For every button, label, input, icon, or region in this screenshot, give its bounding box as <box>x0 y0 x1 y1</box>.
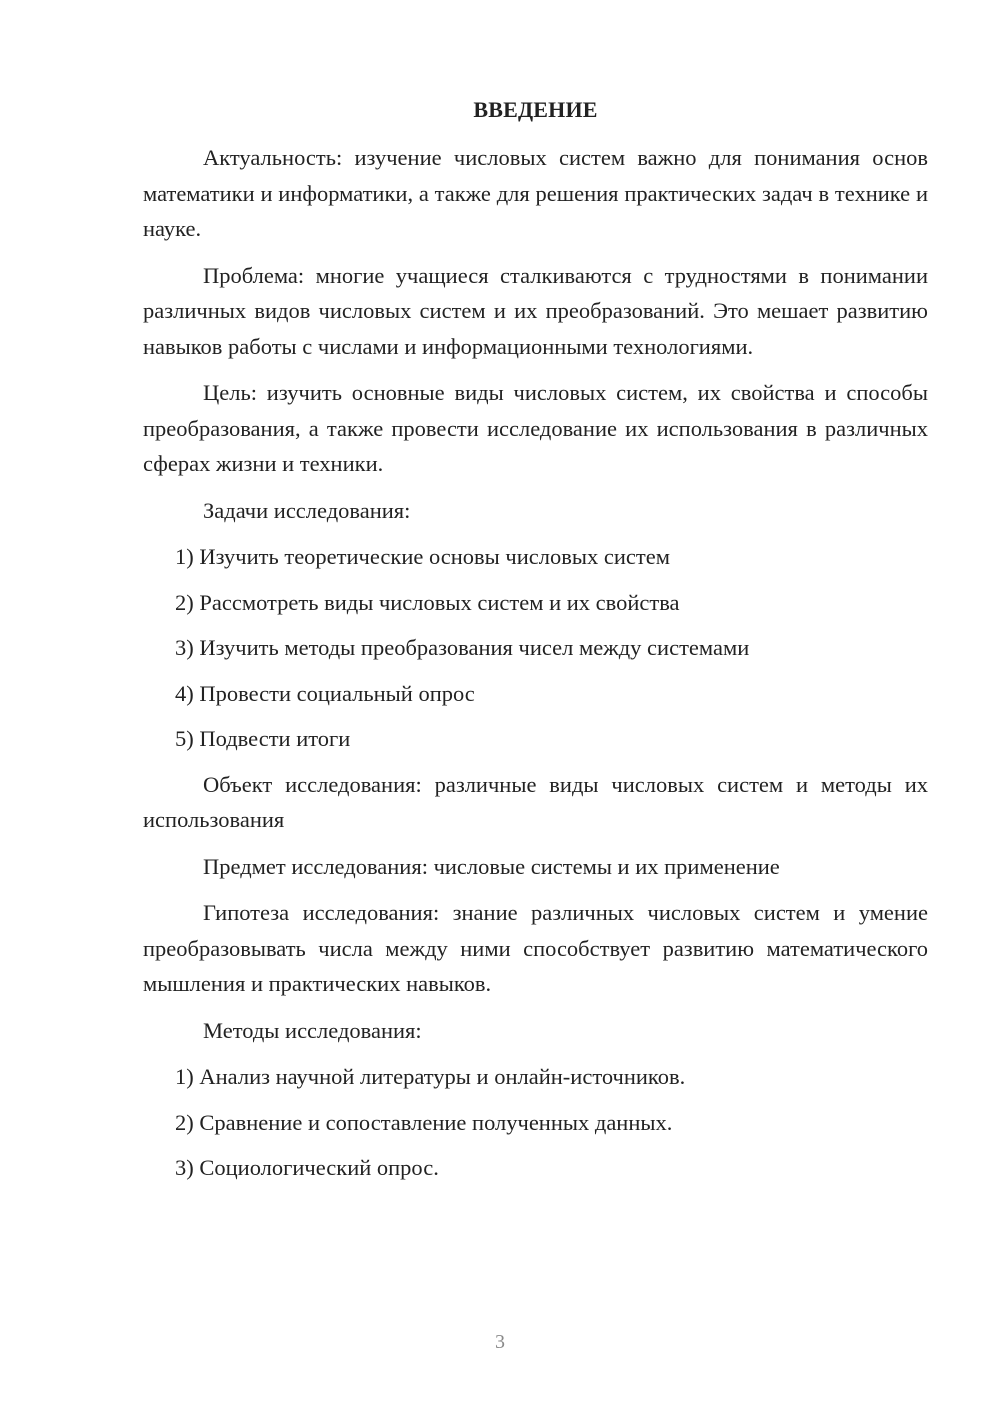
relevance-paragraph: Актуальность: изучение числовых систем важно для понимания основ математики и информатики, а также для решения практических задач в технике и науке. <box>143 145 928 241</box>
list-item: 5) Подвести итоги <box>175 726 351 751</box>
list-item: 3) Социологический опрос. <box>175 1155 439 1180</box>
problem-paragraph: Проблема: многие учащиеся сталкиваются с трудностями в понимании различных видов числовых систем и их преобразований. Это мешает развитию навыков работы с числами и информационными технологиями. <box>143 262 928 359</box>
page-content <box>143 92 928 1196</box>
list-item: 4) Провести социальный опрос <box>175 680 475 706</box>
hypothesis-paragraph: Гипотеза исследования: знание различных числовых систем и умение преобразовывать числа между ними способствует развитию математического мышления и практических навыков. <box>143 900 928 996</box>
methods-list <box>143 1059 928 1186</box>
page-number: 3 <box>495 1331 505 1353</box>
object-paragraph: Объект исследования: различные виды числовых систем и методы их использования <box>143 771 928 832</box>
tasks-title: Задачи исследования: <box>203 497 411 523</box>
tasks-list <box>143 539 928 757</box>
methods-title: Методы исследования: <box>203 1017 422 1043</box>
goal-paragraph: Цель: изучить основные виды числовых систем, их свойства и способы преобразования, а также провести исследование их использования в различных сферах жизни и техники. <box>143 380 928 476</box>
subject-paragraph: Предмет исследования: числовые системы и их применение <box>203 853 780 879</box>
section-heading: ВВЕДЕНИЕ <box>473 97 598 122</box>
list-item: 2) Сравнение и сопоставление полученных данных. <box>175 1109 673 1135</box>
list-item: 3) Изучить методы преобразования чисел между системами <box>175 635 750 660</box>
list-item: 1) Анализ научной литературы и онлайн-источников. <box>175 1064 686 1089</box>
list-item: 1) Изучить теоретические основы числовых систем <box>175 544 670 569</box>
list-item: 2) Рассмотреть виды числовых систем и их свойства <box>175 589 680 615</box>
